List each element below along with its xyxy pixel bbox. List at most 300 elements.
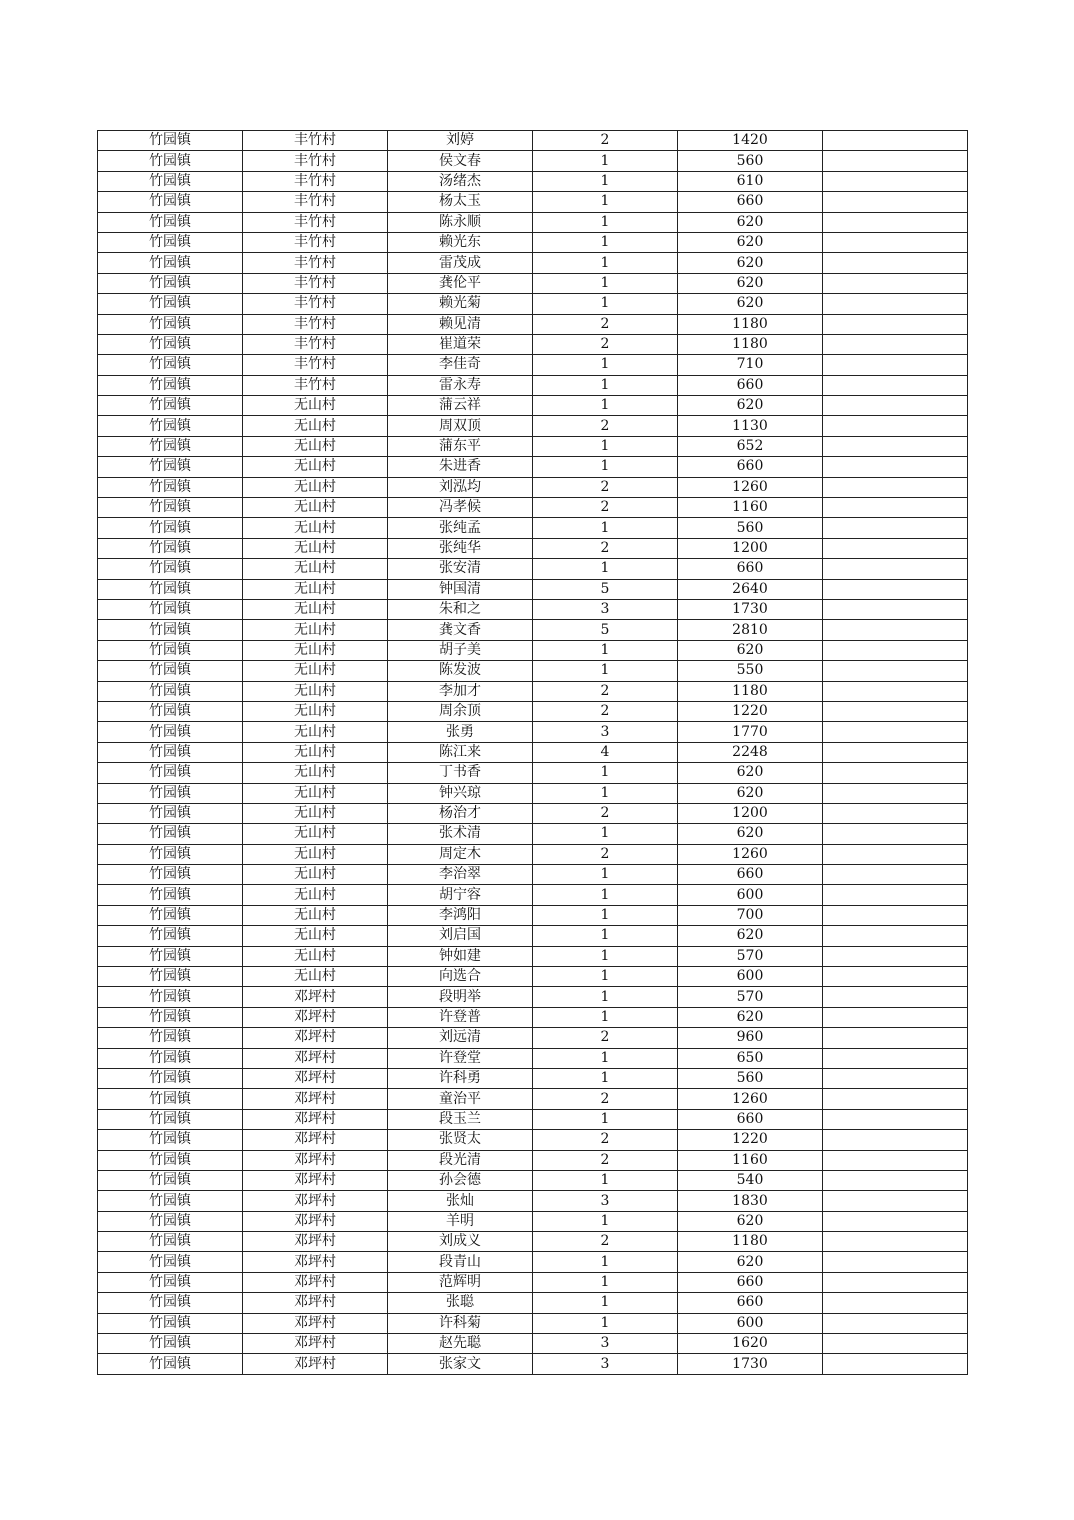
amount-cell: 1160 xyxy=(678,1150,823,1170)
name-cell: 雷永寿 xyxy=(388,375,533,395)
count-cell: 1 xyxy=(533,559,678,579)
amount-cell: 600 xyxy=(678,885,823,905)
village-cell: 邓坪村 xyxy=(243,1293,388,1313)
note-cell xyxy=(823,885,968,905)
village-cell: 无山村 xyxy=(243,620,388,640)
count-cell: 1 xyxy=(533,457,678,477)
town-cell: 竹园镇 xyxy=(98,457,243,477)
village-cell: 无山村 xyxy=(243,518,388,538)
table-row xyxy=(98,905,968,925)
town-cell: 竹园镇 xyxy=(98,1313,243,1333)
table-row xyxy=(98,538,968,558)
town-cell: 竹园镇 xyxy=(98,1293,243,1313)
amount-cell: 660 xyxy=(678,192,823,212)
name-cell: 周定木 xyxy=(388,844,533,864)
amount-cell: 1180 xyxy=(678,1232,823,1252)
amount-cell: 620 xyxy=(678,212,823,232)
village-cell: 邓坪村 xyxy=(243,1272,388,1292)
note-cell xyxy=(823,375,968,395)
amount-cell: 620 xyxy=(678,1252,823,1272)
note-cell xyxy=(823,824,968,844)
table-row xyxy=(98,396,968,416)
name-cell: 胡宁容 xyxy=(388,885,533,905)
name-cell: 李佳奇 xyxy=(388,355,533,375)
count-cell: 1 xyxy=(533,192,678,212)
table-row xyxy=(98,1130,968,1150)
name-cell: 周双顶 xyxy=(388,416,533,436)
name-cell: 赖光东 xyxy=(388,232,533,252)
name-cell: 刘婷 xyxy=(388,131,533,151)
note-cell xyxy=(823,1028,968,1048)
note-cell xyxy=(823,1068,968,1088)
town-cell: 竹园镇 xyxy=(98,1334,243,1354)
table-row xyxy=(98,518,968,538)
village-cell: 丰竹村 xyxy=(243,375,388,395)
table-row xyxy=(98,1007,968,1027)
name-cell: 钟兴琼 xyxy=(388,783,533,803)
amount-cell: 560 xyxy=(678,1068,823,1088)
town-cell: 竹园镇 xyxy=(98,987,243,1007)
name-cell: 朱进香 xyxy=(388,457,533,477)
amount-cell: 1180 xyxy=(678,681,823,701)
amount-cell: 660 xyxy=(678,375,823,395)
village-cell: 丰竹村 xyxy=(243,212,388,232)
town-cell: 竹园镇 xyxy=(98,926,243,946)
amount-cell: 660 xyxy=(678,559,823,579)
name-cell: 龚伦平 xyxy=(388,273,533,293)
village-cell: 无山村 xyxy=(243,559,388,579)
table-row xyxy=(98,1232,968,1252)
table-row xyxy=(98,355,968,375)
note-cell xyxy=(823,579,968,599)
name-cell: 刘泓均 xyxy=(388,477,533,497)
town-cell: 竹园镇 xyxy=(98,232,243,252)
table-row xyxy=(98,294,968,314)
count-cell: 2 xyxy=(533,1232,678,1252)
name-cell: 刘启国 xyxy=(388,926,533,946)
town-cell: 竹园镇 xyxy=(98,171,243,191)
name-cell: 范辉明 xyxy=(388,1272,533,1292)
amount-cell: 700 xyxy=(678,905,823,925)
town-cell: 竹园镇 xyxy=(98,477,243,497)
note-cell xyxy=(823,1272,968,1292)
data-table xyxy=(97,130,968,1375)
count-cell: 2 xyxy=(533,1130,678,1150)
count-cell: 1 xyxy=(533,1211,678,1231)
table-row xyxy=(98,1109,968,1129)
note-cell xyxy=(823,967,968,987)
village-cell: 丰竹村 xyxy=(243,253,388,273)
name-cell: 赖见清 xyxy=(388,314,533,334)
count-cell: 1 xyxy=(533,1170,678,1190)
note-cell xyxy=(823,396,968,416)
name-cell: 刘远清 xyxy=(388,1028,533,1048)
table-row xyxy=(98,334,968,354)
amount-cell: 600 xyxy=(678,967,823,987)
count-cell: 2 xyxy=(533,538,678,558)
name-cell: 张勇 xyxy=(388,722,533,742)
village-cell: 邓坪村 xyxy=(243,1313,388,1333)
count-cell: 1 xyxy=(533,824,678,844)
count-cell: 2 xyxy=(533,314,678,334)
count-cell: 1 xyxy=(533,171,678,191)
table-row xyxy=(98,192,968,212)
table-row xyxy=(98,1150,968,1170)
town-cell: 竹园镇 xyxy=(98,946,243,966)
amount-cell: 560 xyxy=(678,518,823,538)
table-row xyxy=(98,131,968,151)
amount-cell: 1180 xyxy=(678,334,823,354)
table-row xyxy=(98,803,968,823)
village-cell: 无山村 xyxy=(243,722,388,742)
village-cell: 无山村 xyxy=(243,599,388,619)
amount-cell: 660 xyxy=(678,1293,823,1313)
village-cell: 邓坪村 xyxy=(243,1354,388,1374)
note-cell xyxy=(823,457,968,477)
name-cell: 羊明 xyxy=(388,1211,533,1231)
name-cell: 张纯孟 xyxy=(388,518,533,538)
town-cell: 竹园镇 xyxy=(98,559,243,579)
note-cell xyxy=(823,416,968,436)
village-cell: 丰竹村 xyxy=(243,334,388,354)
name-cell: 钟如建 xyxy=(388,946,533,966)
table-row xyxy=(98,375,968,395)
village-cell: 丰竹村 xyxy=(243,314,388,334)
town-cell: 竹园镇 xyxy=(98,212,243,232)
count-cell: 1 xyxy=(533,355,678,375)
count-cell: 2 xyxy=(533,498,678,518)
amount-cell: 620 xyxy=(678,783,823,803)
town-cell: 竹园镇 xyxy=(98,844,243,864)
count-cell: 2 xyxy=(533,1089,678,1109)
town-cell: 竹园镇 xyxy=(98,599,243,619)
amount-cell: 1220 xyxy=(678,1130,823,1150)
name-cell: 胡子美 xyxy=(388,640,533,660)
note-cell xyxy=(823,1354,968,1374)
village-cell: 无山村 xyxy=(243,396,388,416)
village-cell: 无山村 xyxy=(243,844,388,864)
town-cell: 竹园镇 xyxy=(98,518,243,538)
name-cell: 崔道荣 xyxy=(388,334,533,354)
count-cell: 4 xyxy=(533,742,678,762)
village-cell: 无山村 xyxy=(243,498,388,518)
name-cell: 张纯华 xyxy=(388,538,533,558)
table-row xyxy=(98,1313,968,1333)
amount-cell: 540 xyxy=(678,1170,823,1190)
count-cell: 2 xyxy=(533,131,678,151)
note-cell xyxy=(823,763,968,783)
town-cell: 竹园镇 xyxy=(98,865,243,885)
town-cell: 竹园镇 xyxy=(98,681,243,701)
amount-cell: 570 xyxy=(678,987,823,1007)
count-cell: 2 xyxy=(533,477,678,497)
note-cell xyxy=(823,171,968,191)
amount-cell: 550 xyxy=(678,661,823,681)
note-cell xyxy=(823,151,968,171)
name-cell: 张灿 xyxy=(388,1191,533,1211)
town-cell: 竹园镇 xyxy=(98,273,243,293)
amount-cell: 620 xyxy=(678,763,823,783)
town-cell: 竹园镇 xyxy=(98,498,243,518)
town-cell: 竹园镇 xyxy=(98,1354,243,1374)
name-cell: 赵先聪 xyxy=(388,1334,533,1354)
amount-cell: 2810 xyxy=(678,620,823,640)
amount-cell: 1180 xyxy=(678,314,823,334)
name-cell: 陈江来 xyxy=(388,742,533,762)
village-cell: 无山村 xyxy=(243,436,388,456)
amount-cell: 1830 xyxy=(678,1191,823,1211)
table-row xyxy=(98,844,968,864)
count-cell: 1 xyxy=(533,926,678,946)
count-cell: 1 xyxy=(533,1293,678,1313)
count-cell: 3 xyxy=(533,599,678,619)
village-cell: 无山村 xyxy=(243,926,388,946)
amount-cell: 650 xyxy=(678,1048,823,1068)
amount-cell: 620 xyxy=(678,640,823,660)
town-cell: 竹园镇 xyxy=(98,579,243,599)
name-cell: 李鸿阳 xyxy=(388,905,533,925)
table-row xyxy=(98,701,968,721)
note-cell xyxy=(823,1293,968,1313)
note-cell xyxy=(823,987,968,1007)
table-row xyxy=(98,1293,968,1313)
note-cell xyxy=(823,538,968,558)
count-cell: 1 xyxy=(533,1007,678,1027)
village-cell: 邓坪村 xyxy=(243,1109,388,1129)
table-row xyxy=(98,987,968,1007)
table-row xyxy=(98,865,968,885)
amount-cell: 1730 xyxy=(678,599,823,619)
note-cell xyxy=(823,1313,968,1333)
town-cell: 竹园镇 xyxy=(98,375,243,395)
village-cell: 丰竹村 xyxy=(243,171,388,191)
count-cell: 1 xyxy=(533,232,678,252)
amount-cell: 660 xyxy=(678,865,823,885)
town-cell: 竹园镇 xyxy=(98,722,243,742)
note-cell xyxy=(823,334,968,354)
amount-cell: 1260 xyxy=(678,477,823,497)
village-cell: 无山村 xyxy=(243,783,388,803)
note-cell xyxy=(823,436,968,456)
count-cell: 1 xyxy=(533,905,678,925)
count-cell: 3 xyxy=(533,1354,678,1374)
count-cell: 2 xyxy=(533,416,678,436)
table-row xyxy=(98,885,968,905)
village-cell: 无山村 xyxy=(243,477,388,497)
name-cell: 段光清 xyxy=(388,1150,533,1170)
count-cell: 1 xyxy=(533,151,678,171)
amount-cell: 620 xyxy=(678,253,823,273)
count-cell: 1 xyxy=(533,1313,678,1333)
name-cell: 许登普 xyxy=(388,1007,533,1027)
count-cell: 5 xyxy=(533,620,678,640)
count-cell: 1 xyxy=(533,436,678,456)
name-cell: 段玉兰 xyxy=(388,1109,533,1129)
village-cell: 丰竹村 xyxy=(243,294,388,314)
amount-cell: 1160 xyxy=(678,498,823,518)
amount-cell: 620 xyxy=(678,396,823,416)
town-cell: 竹园镇 xyxy=(98,1211,243,1231)
village-cell: 邓坪村 xyxy=(243,1028,388,1048)
note-cell xyxy=(823,1170,968,1190)
town-cell: 竹园镇 xyxy=(98,192,243,212)
count-cell: 1 xyxy=(533,1252,678,1272)
village-cell: 无山村 xyxy=(243,579,388,599)
village-cell: 无山村 xyxy=(243,742,388,762)
note-cell xyxy=(823,518,968,538)
count-cell: 1 xyxy=(533,294,678,314)
table-row xyxy=(98,416,968,436)
name-cell: 刘成义 xyxy=(388,1232,533,1252)
amount-cell: 1130 xyxy=(678,416,823,436)
town-cell: 竹园镇 xyxy=(98,1109,243,1129)
name-cell: 张聪 xyxy=(388,1293,533,1313)
count-cell: 1 xyxy=(533,253,678,273)
town-cell: 竹园镇 xyxy=(98,253,243,273)
name-cell: 杨太玉 xyxy=(388,192,533,212)
table-row xyxy=(98,1272,968,1292)
count-cell: 1 xyxy=(533,661,678,681)
town-cell: 竹园镇 xyxy=(98,1272,243,1292)
note-cell xyxy=(823,1048,968,1068)
amount-cell: 1200 xyxy=(678,803,823,823)
note-cell xyxy=(823,905,968,925)
note-cell xyxy=(823,803,968,823)
name-cell: 段明举 xyxy=(388,987,533,1007)
town-cell: 竹园镇 xyxy=(98,661,243,681)
table-row xyxy=(98,1048,968,1068)
village-cell: 无山村 xyxy=(243,681,388,701)
town-cell: 竹园镇 xyxy=(98,783,243,803)
village-cell: 丰竹村 xyxy=(243,273,388,293)
table-row xyxy=(98,967,968,987)
village-cell: 邓坪村 xyxy=(243,1252,388,1272)
town-cell: 竹园镇 xyxy=(98,1068,243,1088)
town-cell: 竹园镇 xyxy=(98,1191,243,1211)
count-cell: 1 xyxy=(533,396,678,416)
name-cell: 钟国清 xyxy=(388,579,533,599)
village-cell: 无山村 xyxy=(243,416,388,436)
note-cell xyxy=(823,294,968,314)
table-row xyxy=(98,1211,968,1231)
name-cell: 朱和之 xyxy=(388,599,533,619)
table-row xyxy=(98,1354,968,1374)
note-cell xyxy=(823,926,968,946)
table-row xyxy=(98,232,968,252)
village-cell: 无山村 xyxy=(243,803,388,823)
note-cell xyxy=(823,559,968,579)
town-cell: 竹园镇 xyxy=(98,1007,243,1027)
table-body xyxy=(98,131,968,1375)
town-cell: 竹园镇 xyxy=(98,742,243,762)
table-row xyxy=(98,824,968,844)
note-cell xyxy=(823,1130,968,1150)
amount-cell: 620 xyxy=(678,1211,823,1231)
amount-cell: 1420 xyxy=(678,131,823,151)
amount-cell: 620 xyxy=(678,232,823,252)
amount-cell: 652 xyxy=(678,436,823,456)
note-cell xyxy=(823,498,968,518)
note-cell xyxy=(823,1007,968,1027)
table-row xyxy=(98,1252,968,1272)
town-cell: 竹园镇 xyxy=(98,763,243,783)
count-cell: 2 xyxy=(533,1150,678,1170)
note-cell xyxy=(823,192,968,212)
count-cell: 3 xyxy=(533,1191,678,1211)
name-cell: 汤绪杰 xyxy=(388,171,533,191)
note-cell xyxy=(823,722,968,742)
table-row xyxy=(98,946,968,966)
amount-cell: 620 xyxy=(678,824,823,844)
amount-cell: 1620 xyxy=(678,1334,823,1354)
count-cell: 1 xyxy=(533,885,678,905)
amount-cell: 710 xyxy=(678,355,823,375)
note-cell xyxy=(823,1252,968,1272)
name-cell: 孙会德 xyxy=(388,1170,533,1190)
village-cell: 无山村 xyxy=(243,946,388,966)
town-cell: 竹园镇 xyxy=(98,151,243,171)
village-cell: 无山村 xyxy=(243,457,388,477)
count-cell: 5 xyxy=(533,579,678,599)
table-row xyxy=(98,681,968,701)
name-cell: 陈发波 xyxy=(388,661,533,681)
note-cell xyxy=(823,253,968,273)
amount-cell: 1260 xyxy=(678,844,823,864)
table-row xyxy=(98,498,968,518)
town-cell: 竹园镇 xyxy=(98,1232,243,1252)
note-cell xyxy=(823,599,968,619)
table-row xyxy=(98,1334,968,1354)
village-cell: 邓坪村 xyxy=(243,1048,388,1068)
village-cell: 无山村 xyxy=(243,905,388,925)
amount-cell: 620 xyxy=(678,1007,823,1027)
note-cell xyxy=(823,661,968,681)
count-cell: 1 xyxy=(533,212,678,232)
note-cell xyxy=(823,640,968,660)
table-row xyxy=(98,1191,968,1211)
name-cell: 杨治才 xyxy=(388,803,533,823)
name-cell: 许登堂 xyxy=(388,1048,533,1068)
count-cell: 1 xyxy=(533,865,678,885)
count-cell: 3 xyxy=(533,1334,678,1354)
table-row xyxy=(98,171,968,191)
amount-cell: 960 xyxy=(678,1028,823,1048)
count-cell: 2 xyxy=(533,701,678,721)
note-cell xyxy=(823,1211,968,1231)
amount-cell: 1200 xyxy=(678,538,823,558)
town-cell: 竹园镇 xyxy=(98,1170,243,1190)
village-cell: 邓坪村 xyxy=(243,987,388,1007)
table-row xyxy=(98,640,968,660)
village-cell: 无山村 xyxy=(243,701,388,721)
amount-cell: 1260 xyxy=(678,1089,823,1109)
count-cell: 1 xyxy=(533,763,678,783)
town-cell: 竹园镇 xyxy=(98,1048,243,1068)
amount-cell: 620 xyxy=(678,926,823,946)
name-cell: 陈永顺 xyxy=(388,212,533,232)
note-cell xyxy=(823,620,968,640)
note-cell xyxy=(823,701,968,721)
note-cell xyxy=(823,946,968,966)
note-cell xyxy=(823,1150,968,1170)
note-cell xyxy=(823,477,968,497)
town-cell: 竹园镇 xyxy=(98,396,243,416)
village-cell: 邓坪村 xyxy=(243,1191,388,1211)
table-row xyxy=(98,151,968,171)
note-cell xyxy=(823,273,968,293)
town-cell: 竹园镇 xyxy=(98,416,243,436)
table-row xyxy=(98,1068,968,1088)
